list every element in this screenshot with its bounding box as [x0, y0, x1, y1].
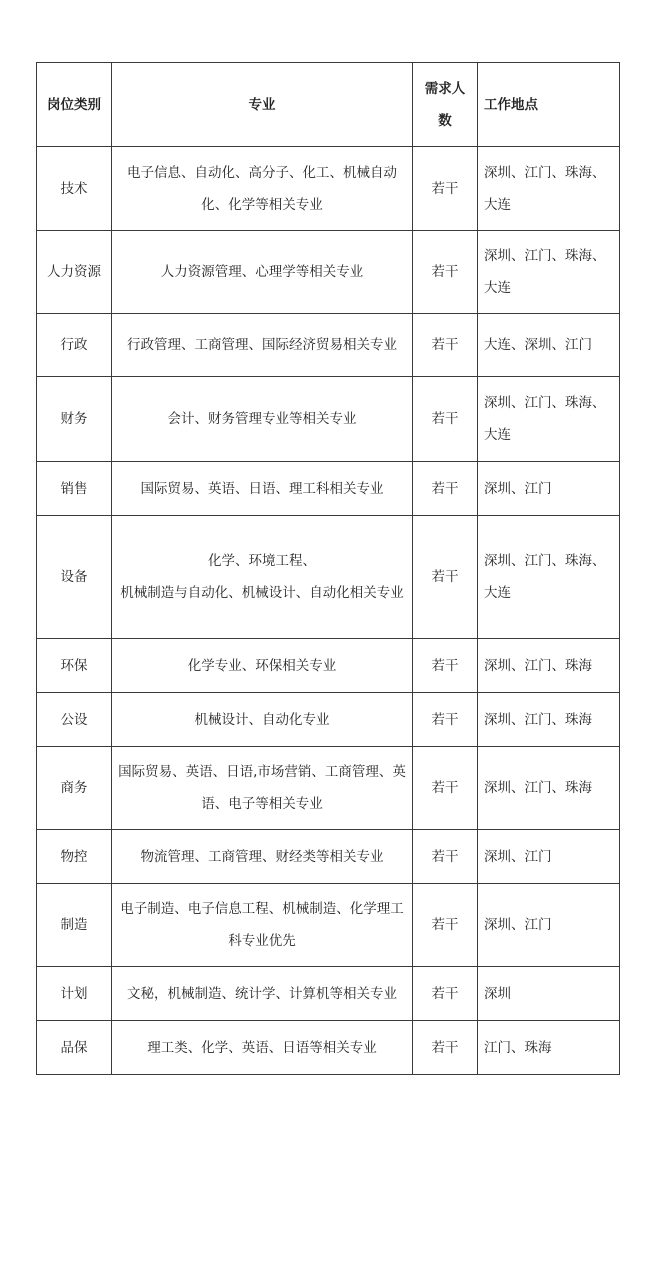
cell-major: 行政管理、工商管理、国际经济贸易相关专业: [112, 314, 413, 377]
table-row: [37, 967, 620, 1021]
cell-count: 若干: [413, 314, 478, 377]
cell-major: 国际贸易、英语、日语,市场营销、工商管理、英语、电子等相关专业: [112, 747, 413, 830]
cell-location: 深圳、江门: [478, 884, 620, 967]
cell-category: 行政: [37, 314, 112, 377]
header-count: 需求人数: [413, 63, 478, 147]
header-major: 专业: [112, 63, 413, 147]
cell-location: 深圳、江门: [478, 462, 620, 516]
cell-category: 品保: [37, 1021, 112, 1075]
cell-count: 若干: [413, 747, 478, 830]
cell-location: 深圳、江门、珠海、大连: [478, 231, 620, 314]
table-row: [37, 830, 620, 884]
cell-location: 深圳、江门、珠海、大连: [478, 147, 620, 231]
cell-location: 深圳、江门、珠海、大连: [478, 516, 620, 639]
cell-major: 物流管理、工商管理、财经类等相关专业: [112, 830, 413, 884]
cell-major: 化学、环境工程、 机械制造与自动化、机械设计、自动化相关专业: [112, 516, 413, 639]
cell-category: 销售: [37, 462, 112, 516]
cell-count: 若干: [413, 147, 478, 231]
cell-major: 会计、财务管理专业等相关专业: [112, 377, 413, 462]
cell-category: 公设: [37, 693, 112, 747]
recruitment-table: [36, 62, 620, 1075]
table-row: [37, 314, 620, 377]
table-row: [37, 462, 620, 516]
cell-count: 若干: [413, 693, 478, 747]
cell-category: 物控: [37, 830, 112, 884]
cell-count: 若干: [413, 516, 478, 639]
table-row: [37, 639, 620, 693]
cell-count: 若干: [413, 1021, 478, 1075]
table-header-row: [37, 63, 620, 147]
cell-count: 若干: [413, 639, 478, 693]
cell-location: 深圳、江门: [478, 830, 620, 884]
cell-major: 理工类、化学、英语、日语等相关专业: [112, 1021, 413, 1075]
cell-count: 若干: [413, 231, 478, 314]
table-row: [37, 516, 620, 639]
cell-location: 深圳: [478, 967, 620, 1021]
cell-category: 环保: [37, 639, 112, 693]
cell-major: 文秘，机械制造、统计学、计算机等相关专业: [112, 967, 413, 1021]
cell-category: 财务: [37, 377, 112, 462]
cell-location: 深圳、江门、珠海、大连: [478, 377, 620, 462]
cell-count: 若干: [413, 377, 478, 462]
cell-location: 深圳、江门、珠海: [478, 639, 620, 693]
cell-count: 若干: [413, 830, 478, 884]
cell-major: 化学专业、环保相关专业: [112, 639, 413, 693]
table-row: [37, 231, 620, 314]
cell-count: 若干: [413, 967, 478, 1021]
cell-location: 深圳、江门、珠海: [478, 747, 620, 830]
cell-category: 计划: [37, 967, 112, 1021]
cell-major: 人力资源管理、心理学等相关专业: [112, 231, 413, 314]
table-row: [37, 884, 620, 967]
cell-count: 若干: [413, 884, 478, 967]
cell-location: 深圳、江门、珠海: [478, 693, 620, 747]
cell-category: 人力资源: [37, 231, 112, 314]
cell-count: 若干: [413, 462, 478, 516]
table-row: [37, 693, 620, 747]
cell-location: 江门、珠海: [478, 1021, 620, 1075]
cell-major: 国际贸易、英语、日语、理工科相关专业: [112, 462, 413, 516]
cell-major: 电子制造、电子信息工程、机械制造、化学理工科专业优先: [112, 884, 413, 967]
cell-category: 制造: [37, 884, 112, 967]
cell-category: 设备: [37, 516, 112, 639]
header-location: 工作地点: [478, 63, 620, 147]
table-row: [37, 747, 620, 830]
table-row: [37, 147, 620, 231]
table-row: [37, 377, 620, 462]
cell-location: 大连、深圳、江门: [478, 314, 620, 377]
header-category: 岗位类别: [37, 63, 112, 147]
cell-major: 机械设计、自动化专业: [112, 693, 413, 747]
cell-category: 商务: [37, 747, 112, 830]
cell-category: 技术: [37, 147, 112, 231]
table-row: [37, 1021, 620, 1075]
cell-major: 电子信息、自动化、高分子、化工、机械自动化、化学等相关专业: [112, 147, 413, 231]
